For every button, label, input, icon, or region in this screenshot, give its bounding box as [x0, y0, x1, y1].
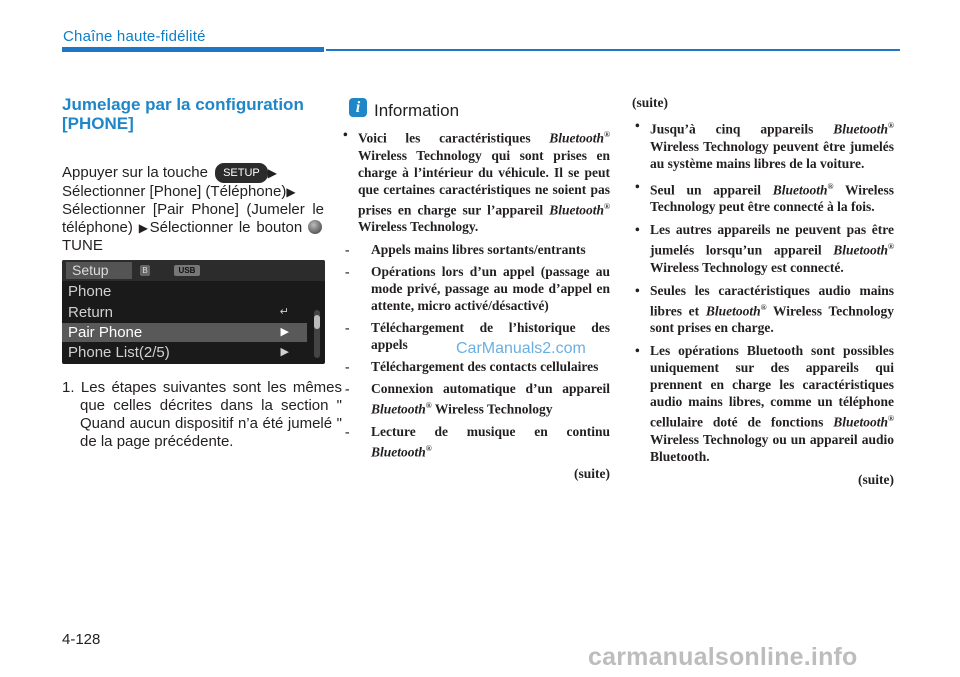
intro-text-2: Sélectionner [Phone] (Téléphone): [62, 183, 287, 200]
intro-text-3: Sélectionner [Pair Phone] (Jumeler le téléphone): [62, 201, 324, 236]
continued-label: (suite): [574, 466, 610, 481]
info-column: [340, 126, 610, 482]
arrow-icon: ▶: [286, 185, 296, 199]
bullet-text: Les autres appareils ne peuvent pas être jumelés lorsqu’un appareil: [650, 222, 894, 258]
intro-text-1: Appuyer sur la touche: [62, 164, 208, 181]
dash-text: Appels mains libres sortants/entrants: [371, 242, 586, 257]
bullet-text: Voici les caractéristiques: [358, 130, 531, 146]
bluetooth-word: Bluetooth: [371, 401, 426, 417]
info-column-continued: [632, 94, 894, 488]
registered-mark: ®: [425, 401, 432, 410]
bullet-text: Wireless Technology est connecté.: [650, 259, 844, 275]
bluetooth-word: Bluetooth: [833, 242, 889, 258]
header-rule: [326, 49, 900, 51]
dash-item: - Opérations lors d’un appel (passage au mode privé, passage au mode d’appel en attente, micro activé/désactivé): [345, 264, 610, 313]
screen-row-label: Return: [68, 304, 114, 321]
footer-watermark: carmanualsonline.info: [588, 643, 858, 671]
info-bullet: [632, 221, 894, 276]
registered-mark: ®: [888, 121, 895, 130]
screen-row-label: Pair Phone: [68, 324, 143, 341]
note-text: Les étapes suivantes sont les mêmes que celles décrites dans la section " Quand aucun dispositif n’a été jumelé " de la page précédente.: [80, 379, 342, 450]
dash-text: Opérations lors d’un appel (passage au mode privé, passage au mode d’appel en attente, micro activé/désactivé): [371, 264, 610, 313]
note-step-1: [62, 379, 342, 451]
tune-knob-icon: [308, 220, 322, 234]
registered-mark: ®: [888, 242, 894, 251]
info-title: Information: [374, 101, 460, 120]
return-icon: ↵: [279, 306, 289, 318]
dash-text: Téléchargement de l’historique des appels: [371, 320, 610, 352]
bullet-text: Wireless Technology peuvent être jumelés au système mains libres de la voiture.: [650, 138, 894, 171]
bluetooth-word: Bluetooth: [772, 182, 828, 197]
screen-row-pair-phone: [62, 323, 307, 342]
bullet-text: Jusqu’à cinq appareils: [650, 121, 814, 137]
bluetooth-word: Bluetooth: [833, 121, 889, 137]
dash-item: - Téléchargement des contacts cellulaires: [345, 359, 599, 374]
instructions-paragraph: [62, 163, 324, 255]
screen-row-label: Phone List(2/5): [68, 344, 170, 361]
dash-item: - Lecture de musique en continu Bluetooth®: [345, 423, 610, 459]
screen-title: Setup: [66, 262, 132, 279]
header-bar-accent: [62, 47, 324, 52]
arrow-icon: ▶: [267, 166, 278, 180]
screen-scroll-thumb: [314, 315, 320, 329]
info-bullet: [632, 342, 894, 465]
continued-label: (suite): [858, 471, 894, 487]
bullet-text: Seules les caractéristiques audio mains libres et: [650, 282, 894, 318]
bullet-text: Wireless Technology qui sont prises en charge à l’intérieur du véhicule. Il se peut que certaines caractéristiques ne soient pas prises en charge sur l’appareil: [358, 147, 610, 217]
bluetooth-word: Bluetooth: [371, 444, 426, 459]
bullet-text: Les opérations Bluetooth sont possibles uniquement sur des appareils qui prennent en charge les caractéristiques audio mains libres, comme un téléphone cellulaire doté de fonctions: [650, 343, 894, 430]
dash-text: Wireless Technology: [434, 401, 553, 417]
screen-row-label: Phone: [68, 283, 112, 300]
bullet-text: Wireless Technology sont prises en charge.: [650, 303, 894, 335]
bullet-text: Wireless Technology.: [358, 219, 479, 234]
bluetooth-word: Bluetooth: [705, 303, 761, 318]
dash-item: - Téléchargement de l’historique des appels: [345, 320, 610, 352]
bullet-text: Seul un appareil: [650, 182, 762, 197]
dash-item: - Appels mains libres sortants/entrants: [345, 242, 586, 257]
screen-row-return: [62, 303, 307, 322]
usb-icon: USB: [174, 265, 200, 276]
screen-row-phone-list: [62, 343, 307, 362]
registered-mark: ®: [760, 302, 767, 312]
bluetooth-word: Bluetooth: [549, 130, 605, 146]
registered-mark: ®: [827, 181, 834, 191]
chevron-right-icon: ▶: [280, 326, 289, 338]
section-title: Jumelage par la configuration [PHONE]: [62, 95, 304, 133]
setup-key-badge: SETUP: [215, 163, 268, 183]
site-watermark: CarManuals2.com: [456, 340, 586, 357]
note-number: 1.: [62, 379, 75, 396]
info-bullet: [632, 117, 894, 172]
intro-text-4: Sélectionner le bouton: [149, 219, 303, 236]
bluetooth-icon: B: [140, 265, 150, 276]
registered-mark: ®: [604, 130, 611, 139]
screen-row-phone: [62, 282, 307, 301]
registered-mark: ®: [425, 443, 432, 453]
registered-mark: ®: [604, 201, 611, 211]
bluetooth-word: Bluetooth: [833, 414, 889, 430]
continued-top-label: (suite): [632, 95, 668, 110]
info-icon: i: [349, 98, 367, 117]
dash-item: - Connexion automatique d’un appareil Bluetooth® Wireless Technology: [345, 381, 610, 417]
page-number: 4-128: [62, 631, 101, 648]
info-bullet: [632, 178, 894, 216]
bluetooth-word: Bluetooth: [549, 202, 605, 217]
chevron-right-icon: ▶: [280, 346, 289, 358]
tune-label: TUNE: [62, 237, 103, 254]
chapter-title: Chaîne haute-fidélité: [63, 28, 206, 45]
setup-screen-image: [62, 260, 325, 364]
info-bullet: [632, 282, 894, 337]
info-bullet-1: [340, 126, 610, 235]
bullet-text: Wireless Technology peut être connecté à la fois.: [650, 182, 894, 214]
dash-text: Connexion automatique d’un appareil: [371, 381, 610, 396]
registered-mark: ®: [888, 414, 895, 423]
dash-text: Lecture de musique en continu: [371, 423, 610, 439]
arrow-icon: ▶: [138, 221, 150, 235]
dash-text: Téléchargement des contacts cellulaires: [371, 359, 599, 374]
bullet-text: Wireless Technology ou un appareil audio Bluetooth.: [650, 431, 894, 464]
